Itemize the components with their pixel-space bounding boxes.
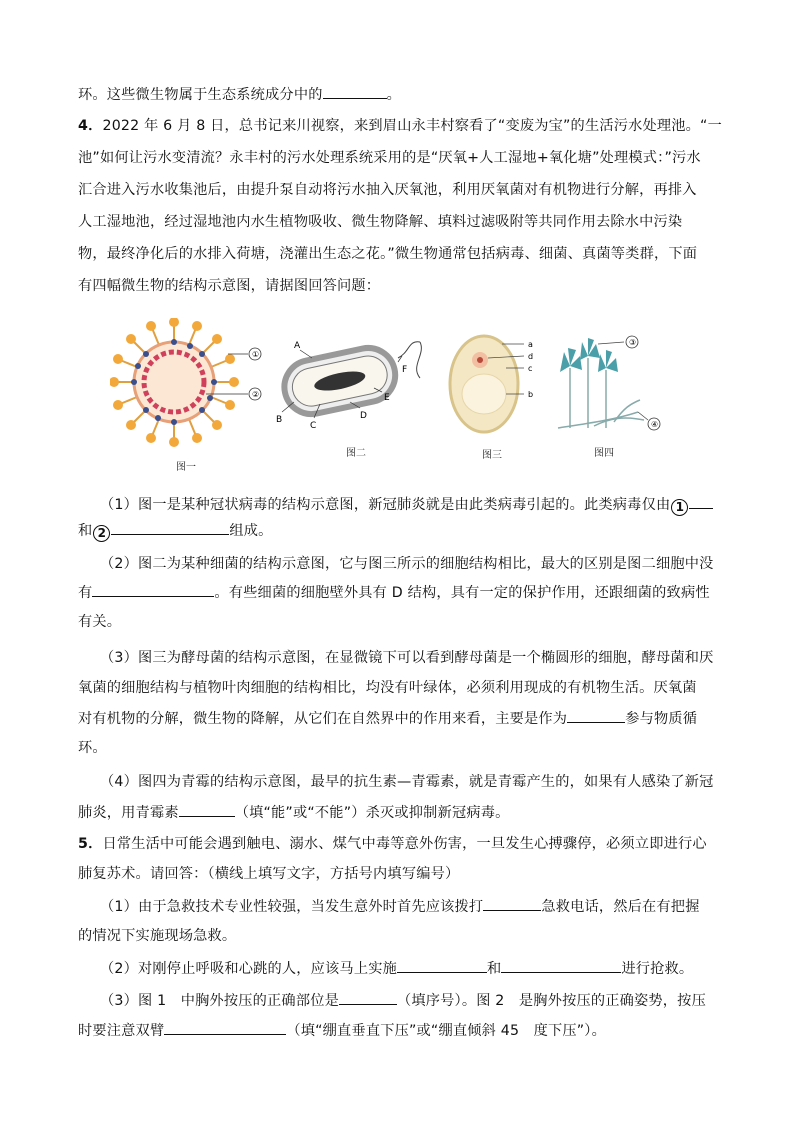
penicillium-diagram bbox=[554, 328, 670, 443]
q4-sub2-text: 。有些细菌的细胞壁外具有 D 结构，具有一定的保护作用，还跟细菌的致病性 bbox=[214, 585, 710, 601]
q5-sub3-text: （填序号）。图 2 是胸外按压的正确姿势，按压 bbox=[396, 993, 706, 1009]
q4-sub3-text: 对有机物的分解，微生物的降解，从它们在自然界中的作用来看，主要是作为 bbox=[78, 711, 568, 727]
q4-sub4-text: （填“能”或“不能”）杀灭或抑制新冠病毒。 bbox=[234, 805, 510, 821]
q4-sub3-text: 参与物质循 bbox=[625, 711, 698, 727]
answer-blank[interactable] bbox=[339, 990, 397, 1005]
fig3-caption: 图三 bbox=[482, 450, 502, 461]
fig2-label-b: B bbox=[276, 415, 283, 425]
q5-sub2-text: 进行抢救。 bbox=[621, 961, 694, 977]
q4-line-6 bbox=[78, 276, 718, 296]
q4-sub4-text: （4）图四为青霉的结构示意图，最早的抗生素—青霉素，就是青霉产生的，如果有人感染了新冠 bbox=[100, 774, 714, 790]
fig3-label-a: a bbox=[528, 340, 533, 349]
q4-sub2-text: 有关。 bbox=[78, 614, 122, 630]
q4-line-3 bbox=[78, 180, 718, 200]
fig1-label-2: ② bbox=[252, 390, 260, 399]
q4-sub1-text: （1）图一是某种冠状病毒的结构示意图，新冠肺炎就是由此类病毒引起的。此类病毒仅由 bbox=[100, 497, 671, 513]
q5-line-2 bbox=[78, 864, 718, 884]
answer-blank[interactable] bbox=[323, 84, 387, 99]
q4-sub2-line-3 bbox=[78, 612, 718, 632]
q4-sub3-line-3 bbox=[78, 708, 718, 729]
answer-blank[interactable] bbox=[501, 958, 621, 973]
q3-tail-line bbox=[78, 84, 718, 105]
q4-line-2 bbox=[78, 148, 718, 168]
q5-sub1-text: 的情况下实施现场急救。 bbox=[78, 928, 237, 944]
q4-sub2-line-1 bbox=[100, 554, 740, 574]
circled-number: 1 bbox=[671, 499, 688, 516]
coronavirus-diagram bbox=[110, 318, 283, 458]
q5-sub3-line-1 bbox=[100, 990, 740, 1011]
q5-text: 肺复苏术。请回答：（横线上填写文字，方括号内填写编号） bbox=[78, 866, 460, 882]
q5-sub2-line bbox=[100, 958, 740, 979]
q4-sub1-line-1 bbox=[100, 494, 740, 516]
q5-sub2-text: （2）对刚停止呼吸和心跳的人，应该马上实施 bbox=[100, 961, 397, 977]
fig4-caption: 图四 bbox=[594, 448, 614, 459]
q4-sub1-text: 组成。 bbox=[229, 523, 273, 539]
fig2-label-e: E bbox=[384, 393, 390, 403]
fig4-label-3: ③ bbox=[629, 338, 637, 347]
fig3-label-b: b bbox=[528, 390, 534, 399]
q4-sub1-text: 和 bbox=[78, 523, 93, 539]
q5-sub3-text: （3）图 1 中胸外按压的正确部位是 bbox=[100, 993, 339, 1009]
q5-sub1-text: 急救电话，然后在有把握 bbox=[541, 899, 700, 915]
q4-sub2-line-2 bbox=[78, 582, 718, 603]
q4-sub3-text: 环。 bbox=[78, 740, 107, 756]
q4-sub4-line-1 bbox=[100, 772, 740, 792]
answer-blank[interactable] bbox=[483, 896, 541, 911]
q4-text: 人工湿地池，经过湿地池内水生植物吸收、微生物降解、填料过滤吸附等共同作用去除水中污染 bbox=[78, 214, 683, 230]
q4-sub4-line-2 bbox=[78, 802, 718, 823]
answer-blank[interactable] bbox=[164, 1020, 286, 1035]
q5-line-1 bbox=[78, 834, 718, 854]
q4-sub2-text: （2）图二为某种细菌的结构示意图，它与图三所示的细胞结构相比，最大的区别是图二细胞中没 bbox=[100, 556, 714, 572]
q5-sub3-text: （填“绷直垂直下压”或“绷直倾斜 45 度下压”）。 bbox=[286, 1023, 606, 1039]
fig2-label-c: C bbox=[310, 421, 317, 431]
fig2-caption: 图二 bbox=[346, 448, 366, 459]
answer-blank[interactable] bbox=[397, 958, 487, 973]
microorganism-figures bbox=[110, 318, 670, 473]
fig1-caption: 图一 bbox=[176, 462, 196, 473]
fig4-label-4: ④ bbox=[651, 420, 659, 429]
fig1-label-1: ① bbox=[252, 350, 260, 359]
q4-text: 池”如何让污水变清流？永丰村的污水处理系统采用的是“厌氧+人工湿地+氧化塘”处理模式：”污水 bbox=[78, 150, 701, 166]
bacterium-diagram bbox=[270, 332, 430, 442]
q4-sub3-text: 氧菌的细胞结构与植物叶肉细胞的结构相比，均没有叶绿体，必须利用现成的有机物生活。厌氧菌 bbox=[78, 680, 697, 696]
answer-blank[interactable] bbox=[689, 494, 713, 509]
q4-sub3-line-1 bbox=[100, 648, 740, 668]
q5-sub1-line-2 bbox=[78, 926, 718, 946]
q4-number: 4． bbox=[78, 118, 103, 134]
q5-number: 5． bbox=[78, 836, 103, 852]
answer-blank[interactable] bbox=[567, 708, 625, 723]
yeast-cell-diagram bbox=[440, 328, 550, 443]
q4-text: 有四幅微生物的结构示意图，请据图回答问题： bbox=[78, 278, 381, 294]
fig3-label-d: d bbox=[528, 352, 534, 361]
q5-text: 日常生活中可能会遇到触电、溺水、煤气中毒等意外伤害，一旦发生心搏骤停，必须立即进行心 bbox=[102, 836, 707, 852]
q4-sub1-line-2 bbox=[78, 520, 718, 542]
q5-sub3-line-2 bbox=[78, 1020, 718, 1041]
q5-sub2-text: 和 bbox=[486, 961, 502, 977]
q4-line-5 bbox=[78, 244, 718, 264]
q4-sub3-line-4 bbox=[78, 738, 718, 758]
fig3-label-c: c bbox=[528, 364, 533, 373]
fig2-label-f: F bbox=[402, 365, 408, 375]
q4-text: 2022 年 6 月 8 日，总书记来川视察，来到眉山永丰村察看了“变废为宝”的生活污水处理池。“一 bbox=[102, 118, 722, 134]
q3-tail-end: 。 bbox=[386, 87, 401, 103]
q4-sub2-text: 有 bbox=[78, 585, 93, 601]
q5-sub1-text: （1）由于急救技术专业性较强，当发生意外时首先应该拨打 bbox=[100, 899, 484, 915]
answer-blank[interactable] bbox=[179, 802, 235, 817]
circled-number: 2 bbox=[93, 525, 110, 542]
q4-line-1 bbox=[78, 116, 722, 136]
answer-blank[interactable] bbox=[92, 582, 214, 597]
q3-tail-text: 环。这些微生物属于生态系统成分中的 bbox=[78, 87, 323, 103]
fig2-label-d: D bbox=[360, 411, 367, 421]
q5-sub3-text: 时要注意双臂 bbox=[78, 1023, 165, 1039]
answer-blank[interactable] bbox=[111, 520, 229, 535]
q4-text: 汇合进入污水收集池后，由提升泵自动将污水抽入厌氧池，利用厌氧菌对有机物进行分解，再排入 bbox=[78, 182, 697, 198]
q4-sub3-text: （3）图三为酵母菌的结构示意图，在显微镜下可以看到酵母菌是一个椭圆形的细胞，酵母菌和厌 bbox=[100, 650, 714, 666]
q4-sub4-text: 肺炎，用青霉素 bbox=[78, 805, 179, 821]
q4-text: 物，最终净化后的水排入荷塘，浇灌出生态之花。”微生物通常包括病毒、细菌、真菌等类群，下面 bbox=[78, 246, 698, 262]
q5-sub1-line-1 bbox=[100, 896, 740, 917]
q4-sub3-line-2 bbox=[78, 678, 718, 698]
fig2-label-a: A bbox=[294, 341, 301, 351]
q4-line-4 bbox=[78, 212, 718, 232]
